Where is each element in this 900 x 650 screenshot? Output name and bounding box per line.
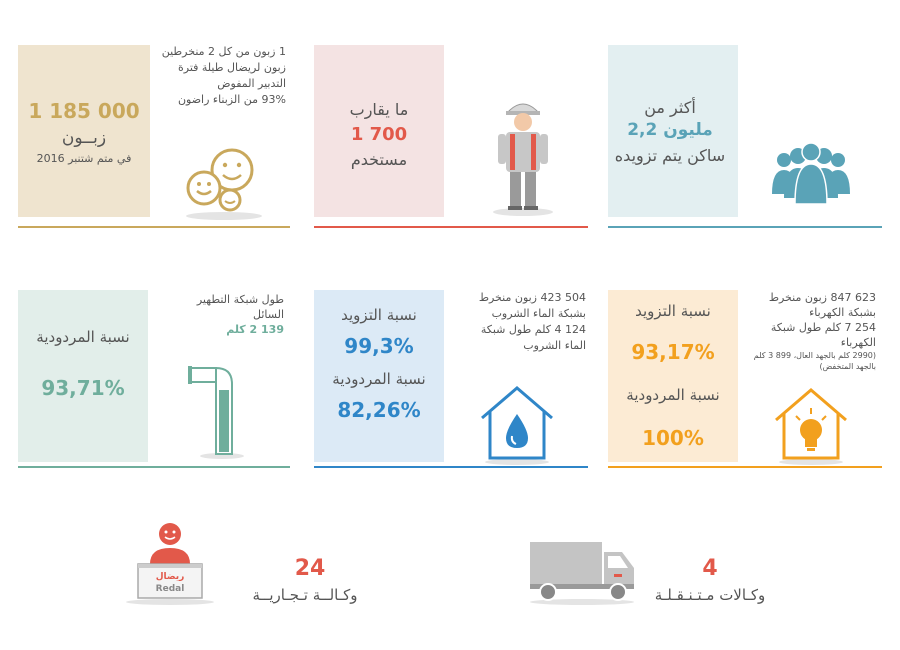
sanitation-note-line2: السائل (253, 308, 284, 321)
water-yield-value: 82,26% (337, 398, 421, 422)
population-underline (608, 226, 882, 228)
customers-number: 1 185 000 (28, 99, 140, 123)
people-group-icon (768, 142, 854, 208)
water-note (448, 290, 586, 354)
electricity-yield-value: 100% (642, 426, 704, 450)
bulb-house-icon (772, 386, 850, 466)
customers-label: زبــون (61, 128, 107, 148)
worker-icon (488, 96, 558, 218)
electricity-note-line3: 254 7 كلم طول شبكة (770, 321, 876, 334)
customers-note-line1: 1 زبون من كل 2 منخرطين (161, 45, 286, 58)
mobile-agencies-number: 4 (702, 556, 718, 581)
water-supply-value: 99,3% (344, 334, 414, 358)
electricity-underline (608, 466, 882, 468)
sanitation-yield-label: نسبة المردودية (36, 328, 130, 346)
customers-note-line3: التدبير المفوض (217, 77, 286, 90)
water-house-icon (478, 384, 556, 466)
population-number: مليون 2,2 (627, 120, 713, 140)
electricity-yield-label: نسبة المردودية (626, 386, 720, 404)
electricity-note-line1: 623 847 زبون منخرط (768, 291, 876, 304)
sanitation-underline (18, 466, 290, 468)
customers-note-line4: 93% من الزبناء راضون (177, 93, 286, 106)
customers-note (150, 44, 286, 108)
sanitation-note-line1: طول شبكة التطهير (196, 293, 284, 306)
sanitation-note-line3: 139 2 كلم (226, 323, 284, 336)
agency-logo-latin: Redal (155, 584, 185, 594)
water-underline (314, 466, 588, 468)
water-note-line4: الماء الشروب (523, 339, 586, 352)
customers-date: في متم شتنبر 2016 (36, 152, 132, 165)
customers-underline (18, 226, 290, 228)
employees-approx: ما يقارب (349, 100, 409, 119)
water-yield-label: نسبة المردودية (332, 370, 426, 388)
electricity-note-line4: الكهرباء (840, 336, 876, 349)
agencies-number: 24 (294, 556, 326, 581)
employees-underline (314, 226, 588, 228)
sewer-pipe-icon (186, 360, 246, 460)
smiley-bubbles-icon (182, 142, 264, 222)
electricity-note-line2: بشبكة الكهرباء (809, 306, 876, 319)
electricity-note (742, 290, 876, 372)
truck-icon (526, 538, 638, 606)
employees-number: 1 700 (350, 124, 408, 145)
water-note-line2: بشبكة الماء الشروب (491, 307, 586, 320)
agencies-label: وكـالــة تـجـاريــة (252, 586, 358, 604)
sanitation-yield-value: 93,71% (41, 376, 125, 400)
population-more-than: أكثر من (644, 98, 696, 117)
population-label: ساكن يتم تزويده (614, 146, 726, 165)
employees-label: مستخدم (350, 150, 408, 169)
water-supply-label: نسبة التزويد (341, 306, 417, 324)
sanitation-note (166, 292, 284, 337)
customers-note-line2: زبون لريضال طيلة فترة (177, 61, 286, 74)
electricity-supply-value: 93,17% (631, 340, 715, 364)
mobile-agencies-label: وكـالات مـتـنـقـلـة (654, 586, 766, 604)
water-note-line1: 504 423 زبون منخرط (478, 291, 586, 304)
agency-logo-arabic: ريضال (155, 572, 185, 582)
water-note-line3: 124 4 كلم طول شبكة (480, 323, 586, 336)
electricity-note-line6: بالجهد المتخفض) (819, 362, 876, 371)
electricity-note-line5: (2990 كلم بالجهد العال، 899 3 كلم (753, 351, 876, 360)
electricity-supply-label: نسبة التزويد (635, 302, 711, 320)
